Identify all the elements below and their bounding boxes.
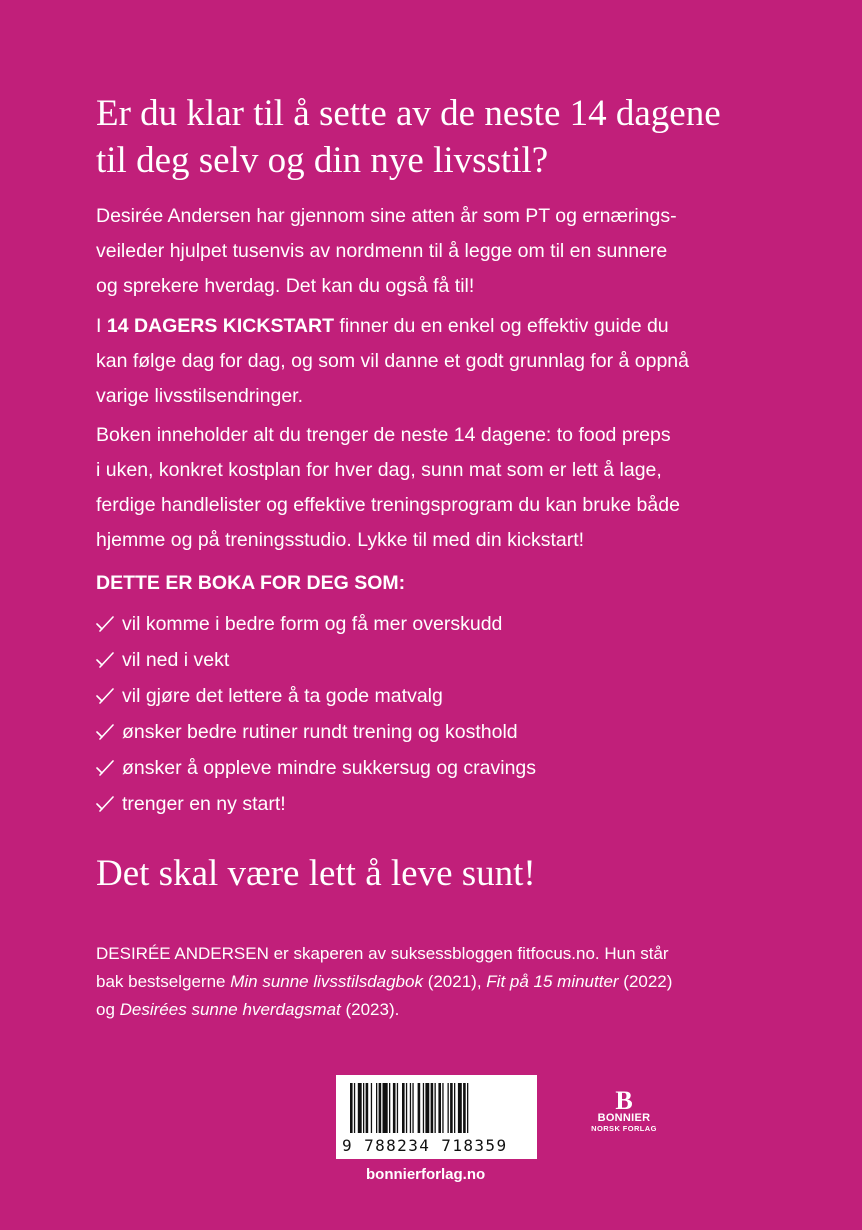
text-line: kan følge dag for dag, og som vil danne et godt grunnlag for å oppnå	[96, 350, 689, 372]
intro-paragraph	[96, 199, 776, 304]
text-line	[96, 309, 776, 344]
barcode	[336, 1075, 537, 1159]
checkmark-icon	[96, 615, 114, 633]
checkmark-icon	[96, 759, 114, 777]
list-item-label: ønsker bedre rutiner rundt trening og kosthold	[122, 721, 518, 743]
publisher-mark: B	[615, 1086, 633, 1115]
book-title: Desirées sunne hverdagsmat	[119, 1000, 341, 1019]
text-line	[96, 996, 776, 1024]
list-item	[96, 606, 536, 642]
publisher-logo	[584, 1086, 664, 1134]
headline-line: Er du klar til å sette av de neste 14 dagene	[96, 93, 721, 134]
text-fragment: bak bestselgerne	[96, 972, 231, 991]
text-fragment: (2022)	[618, 972, 673, 991]
text-line: varige livsstilsendringer.	[96, 385, 304, 407]
text-line: hjemme og på treningsstudio. Lykke til med din kickstart!	[96, 529, 585, 551]
text-line: ferdige handlelister og effektive treningsprogram du kan bruke både	[96, 494, 680, 516]
author-bio	[96, 940, 776, 1024]
text-rest: finner du en enkel og effektiv guide du	[334, 315, 669, 337]
isbn-number: 9 788234 718359	[342, 1136, 508, 1155]
publisher-subtitle: NORSK FORLAG	[591, 1124, 657, 1133]
benefit-list	[96, 606, 536, 822]
text-fragment: og	[96, 1000, 120, 1019]
headline-line: til deg selv og din nye livsstil?	[96, 140, 549, 181]
list-item-label: vil komme i bedre form og få mer overskudd	[122, 613, 503, 635]
list-item	[96, 642, 536, 678]
publisher-website[interactable]: bonnierforlag.no	[366, 1166, 486, 1183]
text-fragment: (2021),	[422, 972, 487, 991]
headline	[96, 90, 796, 184]
list-item	[96, 678, 536, 714]
book-title: Fit på 15 minutter	[486, 972, 619, 991]
list-item	[96, 714, 536, 750]
text-line	[96, 968, 776, 996]
text-line: Boken inneholder alt du trenger de neste 14 dagene: to food preps	[96, 424, 671, 446]
text-line: i uken, konkret kostplan for hver dag, sunn mat som er lett å lage,	[96, 459, 662, 481]
book-title-bold: 14 DAGERS KICKSTART	[106, 315, 335, 337]
checkmark-icon	[96, 795, 114, 813]
text-prefix: I	[96, 315, 107, 337]
publisher-name: BONNIER	[597, 1112, 651, 1124]
list-item-label: trenger en ny start!	[122, 793, 286, 815]
book-title: Min sunne livsstilsdagbok	[230, 972, 423, 991]
list-item-label: vil gjøre det lettere å ta gode matvalg	[122, 685, 443, 707]
text-line: DESIRÉE ANDERSEN er skaperen av suksessbloggen fitfocus.no. Hun står	[96, 944, 669, 963]
kickstart-paragraph	[96, 309, 776, 414]
checkmark-icon	[96, 723, 114, 741]
closing-tagline: Det skal være lett å leve sunt!	[96, 853, 536, 894]
text-line: og sprekere hverdag. Det kan du også få til!	[96, 275, 475, 297]
text-line: Desirée Andersen har gjennom sine atten år som PT og ernærings-	[96, 205, 677, 227]
list-item	[96, 750, 536, 786]
list-item-label: ønsker å oppleve mindre sukkersug og cravings	[122, 757, 537, 779]
list-heading: DETTE ER BOKA FOR DEG SOM:	[96, 572, 406, 594]
barcode-bars	[336, 1075, 537, 1137]
text-fragment: (2023).	[340, 1000, 400, 1019]
checkmark-icon	[96, 687, 114, 705]
list-item-label: vil ned i vekt	[122, 649, 230, 671]
list-item	[96, 786, 536, 822]
contents-paragraph	[96, 418, 776, 558]
checkmark-icon	[96, 651, 114, 669]
text-line: veileder hjulpet tusenvis av nordmenn til å legge om til en sunnere	[96, 240, 668, 262]
